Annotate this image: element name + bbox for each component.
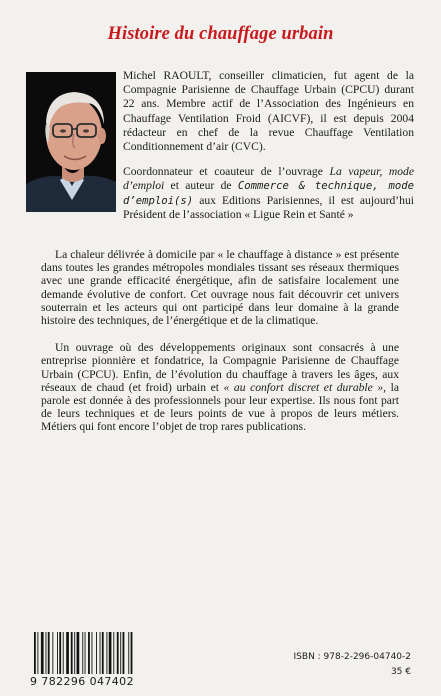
barcode-bar xyxy=(88,632,90,674)
barcode-bar xyxy=(113,632,114,674)
barcode-number: 9 782296 047402 xyxy=(30,675,134,688)
description-paragraph: Un ouvrage où des développements originaux sont consacrés à une entreprise pionnière et fondatrice, la Compagnie Parisienne de Chauffage Urbain (CPCU). Enfin, de l’évolution du chauffage à travers les âges, aux réseaux de chaud (et froid) urbain et « au confort discret et durable », la parole est donnée à des professionnels pour leur expertise. Ils nous font part de leurs techniques et de leurs points de vue à propos de leurs métiers. Métiers qui font encore l’objet de trop rares publications. xyxy=(41,341,399,434)
barcode-bar xyxy=(57,632,58,674)
author-works-paragraph: Coordonnateur et coauteur de l’ouvrage La vapeur, mode d’emploi et auteur de Commerce & technique, mode d’emploi(s) aux Editions Parisiennes, il est aujourd’hui Président de l’association « Ligue Rein et Santé » xyxy=(123,165,415,221)
barcode-bar xyxy=(131,632,133,674)
barcode-bar xyxy=(82,632,83,674)
barcode-bar xyxy=(66,632,69,674)
barcode-bar xyxy=(48,632,50,674)
barcode xyxy=(34,632,164,674)
barcode-bar xyxy=(74,632,75,674)
barcode-bar xyxy=(128,632,129,674)
price: 35 € xyxy=(390,667,411,677)
barcode-bar xyxy=(120,632,121,674)
barcode-bar xyxy=(123,632,125,674)
isbn: ISBN : 978-2-296-04740-2 xyxy=(293,652,411,662)
barcode-bar xyxy=(100,632,101,674)
barcode-bar xyxy=(106,632,107,674)
book-title: Histoire du chauffage urbain xyxy=(107,24,334,44)
barcode-bar xyxy=(92,632,93,674)
barcode-bar xyxy=(34,632,36,674)
author-bio-paragraph: Michel RAOULT, conseiller climaticien, fut agent de la Compagnie Parisienne de Chauffage Urbain (CPCU) durant 22 ans. Membre actif de l’Association des Ingénieurs en Chauffage Ventilation Froid (AICVF), il est depuis 2004 rédacteur en chef de la revue Chauffage Ventilation Conditionnement d’air (CVC). xyxy=(123,69,414,154)
barcode-bar xyxy=(117,632,119,674)
author-biography xyxy=(123,69,414,222)
quoted-phrase: « au confort discret et durable » xyxy=(223,380,384,394)
barcode-bar xyxy=(52,632,53,674)
barcode-bar xyxy=(71,632,73,674)
barcode-bar xyxy=(85,632,86,674)
barcode-bar xyxy=(109,632,112,674)
barcode-bar xyxy=(59,632,61,674)
book-reference: La vapeur, mode d’emploi xyxy=(123,165,414,193)
barcode-bar xyxy=(96,632,97,674)
barcode-bar xyxy=(102,632,104,674)
description-paragraph: La chaleur délivrée à domicile par « le chauffage à distance » est présente dans toutes les grandes métropoles mondiales tissant ses réseaux thermiques avec une grande efficacité énergétique, afin de satisfaire localement une demande évolutive de confort. Cet ouvrage nous fait découvrir cet univers souterrain et les acteurs qui ont participé dans leur domaine à la grande histoire des techniques, de l’énergétique et de la climatique. xyxy=(41,248,399,328)
author-photo xyxy=(26,72,116,212)
barcode-bar xyxy=(41,632,44,674)
barcode-bar xyxy=(77,632,80,674)
barcode-bar xyxy=(37,632,38,674)
barcode-bar xyxy=(63,632,64,674)
book-description xyxy=(41,248,399,434)
book-reference: Commerce & technique, mode d’emploi(s) xyxy=(123,180,415,207)
barcode-bar xyxy=(46,632,47,674)
